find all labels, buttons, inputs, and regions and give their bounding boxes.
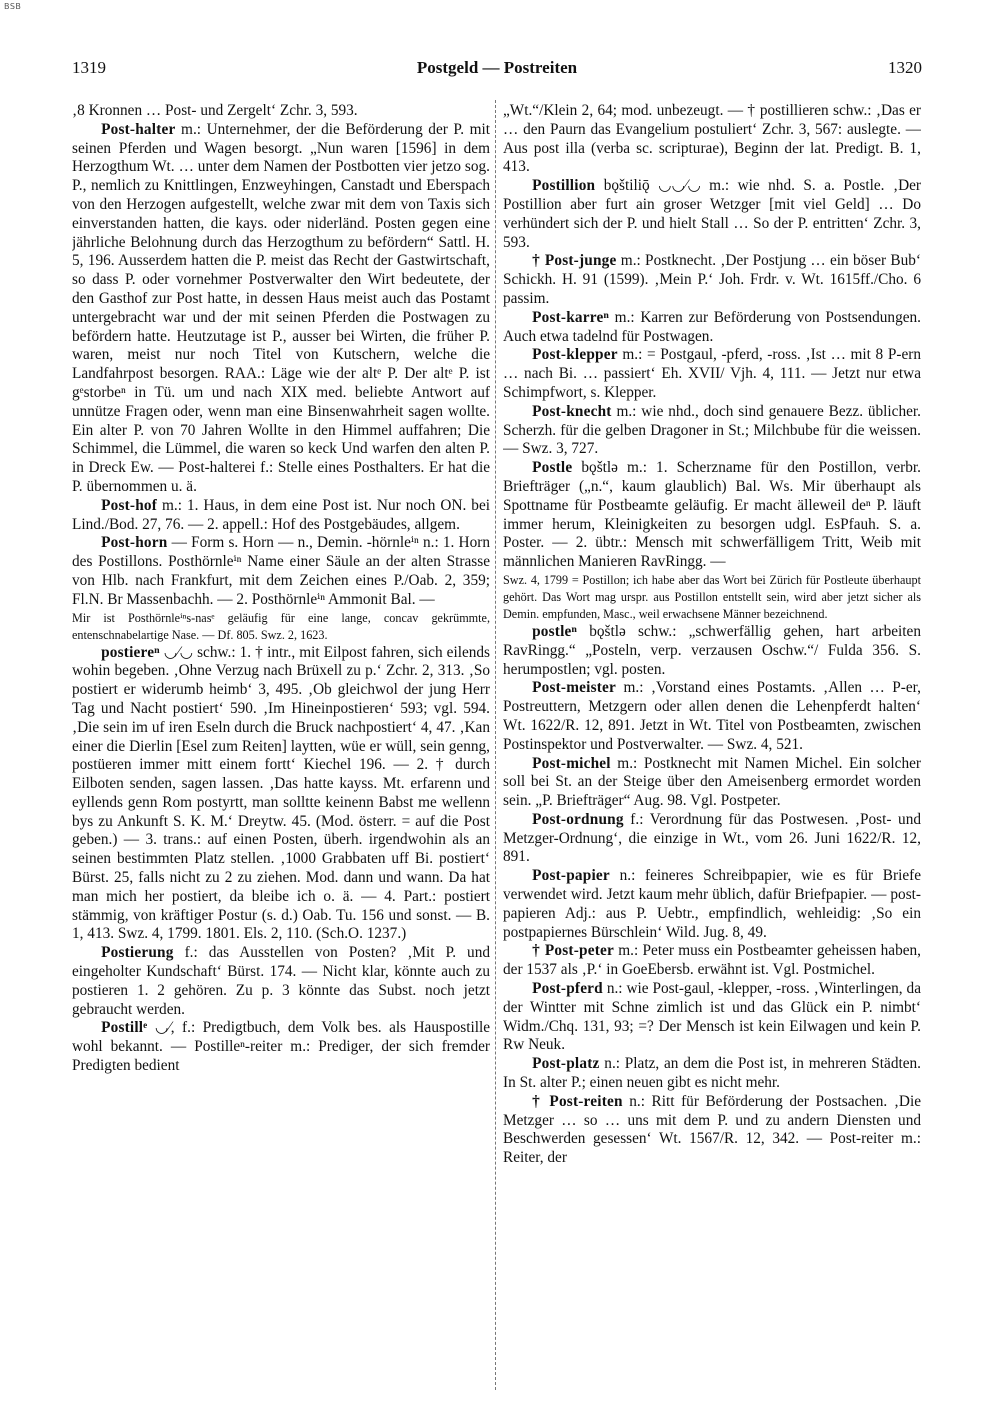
entry-text: n.: Ritt für Beförderung der Postsachen. ‚Die Metzger … so … uns mit dem P. und zu andern Diensten und Beschwerden gesessen‘ Wt. 1567/R. 12, 342. — Post-reiter m.: Reiter, der xyxy=(503,1092,921,1167)
entry-post-meister xyxy=(503,679,921,754)
entry-lemma: Postle xyxy=(532,459,573,477)
entry-text: f.: das Ausstellen von Posten? ‚Mit P. und eingeholter Kundschaft‘ Bürst. 174. — Nicht klar, könnte auch zu postieren 1. 2 gehören. Zu p. 3 könnte das Subst. noch jetzt gebraucht werden. xyxy=(72,944,490,1018)
entry-lemma: Post-hof xyxy=(101,496,158,514)
entry-text: m.: 1. Haus, in dem eine Post ist. Nur noch ON. bei Lind./Bod. 27, 76. — 2. appell.: Hof des Postgebäudes, allgem. xyxy=(72,496,490,533)
right-column xyxy=(503,102,921,1387)
entry-text: f.: Verordnung für das Postwesen. ‚Post- und Metzger-Ordnung‘, die einzige in Wt., vom 26. Juni 1622/R. 12, 891. xyxy=(503,810,921,866)
entry-lemma: † Post-peter xyxy=(532,942,614,960)
entry-post-papier xyxy=(503,867,921,942)
running-title: Postgeld — Postreiten xyxy=(416,58,578,77)
entry-post-junge xyxy=(503,252,921,308)
entry-post-reiten xyxy=(503,1093,921,1168)
entry-note: Mir ist Posthörnleⁱⁿs-nasᵉ geläufig für eine lange, concav gekrümmte, entenschnabelartige Nase. — Df. 805. Swz. 2, 1623. xyxy=(72,610,490,642)
entry-lemma: Post-klepper xyxy=(532,346,618,364)
entry-lemma: † Post-junge xyxy=(532,252,617,270)
entry-text: bǫštlə schw.: „schwerfällig gehen, hart arbeiten RavRingg.“ „Posteln, verp. verzausen Oschw.“/ Fulda 356. S. herumpostlen; vgl. posten. xyxy=(503,622,921,678)
entry-lemma: † Post-reiten xyxy=(532,1092,623,1110)
entry-postle xyxy=(503,459,921,572)
entry-lemma: Post-horn xyxy=(101,534,168,552)
entry-postlen xyxy=(503,623,921,679)
column-divider xyxy=(495,100,496,1390)
entry-lemma: Post-pferd xyxy=(532,980,603,998)
page-number-left: 1319 xyxy=(72,58,106,77)
entry-lemma: postiereⁿ xyxy=(101,643,160,661)
entry-lemma: Post-karreⁿ xyxy=(532,308,609,326)
entry-continuation: ‚8 Kronnen … Post- und Zergelt‘ Zchr. 3, 593. xyxy=(72,102,358,119)
entry-post-karren xyxy=(503,309,921,347)
entry-lemma: Post-ordnung xyxy=(532,810,624,828)
entry-post-peter xyxy=(503,942,921,980)
entry-lemma: Post-meister xyxy=(532,679,617,697)
entry-postierung xyxy=(72,944,490,1019)
entry-text: m.: ‚Vorstand eines Postamts. ‚Allen … P-er, Postreuttern, Metzgern oder allen denen die Lehenpferdt halten‘ Wt. 1622/R. 12, 891. Jetzt in Wt. Titel von Postbeamten, zwischen Postinspektor und Postverwalter. — Swz. 4, 521. xyxy=(503,679,921,753)
entry-post-knecht xyxy=(503,403,921,459)
library-stamp: BSB xyxy=(4,2,22,11)
entry-postille xyxy=(72,1019,490,1075)
page-number-right: 1320 xyxy=(888,58,922,77)
entry-postieren xyxy=(72,644,490,945)
entry-text: ◡⁄◡ schw.: 1. † intr., mit Eilpost fahren, sich eilends wohin begeben. ‚Ohne Verzug nach Brüxell zu p.‘ Zchr. 2, 313. ‚So postiert er widerumb heimb‘ 3, 495. ‚Ob gleichwol der jung Herr Tag und Nacht postiert‘ 590. ‚Im Hineinpostieren‘ 593; vgl. 594. ‚Die sein im uf iren Eseln durch die Bruck nachpostiert‘ 4, 47. ‚Kan einer die Dierlin [Esel zum Reiten] laytten, wüe er wüll, sein genng, postüeren immer mitt einem fortt‘ Kiechel 196. — 2. † durch Eilboten senden, sagen lassen. ‚Das hatte kayss. Mt. erfarenn und eyllends genn Rom postyrtt, man solltte keinenn Babst me wellenn bys zu Ankunft S. K. M.‘ Dreytw. 45. (Mod. österr. = auf die Post geben.) — 3. trans.: auf einen Posten, überh. irgendwohin als an seinen bestimmten Platz stellen. ‚1000 Grabbaten uff Bi. postiert‘ Bürst. 25, falls nicht zu 2 zu ziehen. Mod. dann und wann. Da hat man mich her postiert, da bleibe ich o. ä. — 4. Part.: postiert stämmig, von kräftiger Postur (s. d.) Oab. Tu. 156 und sonst. — B. 1, 413. Swz. 4, 1799. 1801. Els. 2, 110. (Sch.O. 1237.) xyxy=(72,643,490,943)
entry-post-platz xyxy=(503,1055,921,1093)
entry-text: m.: Peter muss ein Postbeamter geheissen haben, der 1537 als ‚P.‘ in GoeEbersb. erwähnt ist. Vgl. Postmichel. xyxy=(503,942,921,979)
entry-lemma: Post-halter xyxy=(101,120,176,138)
entry-continuation: „Wt.“/Klein 2, 64; mod. unbezeugt. — † postillieren schw.: ‚Das er … den Paurn das Evangelium postuliert‘ Zchr. 3, 567: auslegte. — Aus post illa (verba sc. scripturae), Beginn der lat. Predigt. B. 1, 413. xyxy=(503,102,921,176)
entry-text: m.: Postknecht mit Namen Michel. Ein solcher soll bei St. an der Steige über den Ameisenberg ermordet worden sein. „P. Briefträger“ Aug. 98. Vgl. Postpeter. xyxy=(503,754,921,810)
entry-lemma: Post-papier xyxy=(532,867,610,885)
entry-text: m.: Unternehmer, der die Beförderung der P. mit seinen Pferden und Wagen besorgt. „Nun waren [1596] in dem Herzogthum Wt. … unter dem Namen der Postbotten vier jetzo sog. P., nemlich zu Knittlingen, Enzweyhingen, Canstadt und Eberspach von den Herzogen aufgestellt, welche zwar mit dem von Taxis sich einverstanden hatten, die kays. oder niderländ. Posten gegen eine jährliche Belohnung durch das Herzogthum zu befördern“ Sattl. H. 5, 196. Ausserdem hatten die P. meist das Recht der Gastwirtschaft, so dass P. oder vornehmer Postverwalter den Wirt bedeutete, der den Gasthof zur Post hatte, in dessen Haus meist auch das Postamt untergebracht war und der mit seinen Pferden die Postwagen zu befördern hatte. Heutzutage ist P., ausser bei Wirten, die früher P. waren, meist nur noch Titel von Kutschern, welche die Landfahrpost besorgen. RAA.: Läge wie der altᵉ P. Der altᵉ P. ist gᵉstorbeⁿ in Tü. um und nach XIX med. beliebte Antwort auf unnütze Fragen oder, wenn man eine Binsenwahrheit sagen wollte. Ein alter P. von 70 Jahren Wollte in den Himmel auffahren; Die Schimmel, die Lümmel, die waren so keck Und warfen den alten P. in Dreck Ew. — Post-halterei f.: Stelle eines Posthalters. Er hat die P. übernommen u. ä. xyxy=(72,120,490,495)
entry-post-horn xyxy=(72,534,490,609)
entry-text: n.: Platz, an dem die Post ist, in mehreren Städten. In St. alter P.; einen neuen gibt es nicht mehr. xyxy=(503,1055,921,1092)
entry-note: Swz. 4, 1799 = Postillon; ich habe aber das Wort bei Zürich für Postleute überhaupt gehört. Das Wort mag urspr. aus Postillon entstellt sein, wird aber jetzt sicher als Demin. empfunden, Masc., weil erwachsene Männer bezeichnend. xyxy=(503,572,921,621)
entry-post-hof xyxy=(72,497,490,535)
entry-text: m.: = Postgaul, -pferd, -ross. ‚Ist … mit 8 P-ern … nach Bi. … passiert‘ Eh. XVII/ Vjh. 4, 111. — Jetzt nur etwa Schimpfwort, s. Klepper. xyxy=(503,346,921,401)
entry-text: — Form s. Horn — n., Demin. -hörnleⁱⁿ n.: 1. Horn des Postillons. Posthörnleⁱⁿ Name einer Säule an der alten Strasse von Hlb. nach Frankfurt, mit dem Zeichen eines P./Oab. 2, 359; Fl.N. Br Massenbachh. — 2. Posthörnleⁱⁿ Ammonit Bal. — xyxy=(72,534,490,608)
page-header xyxy=(72,58,922,84)
entry-post-michel xyxy=(503,755,921,811)
entry-postillion xyxy=(503,177,921,252)
entry-text: n.: wie Post-gaul, -klepper, -ross. ‚Winterlingen, da der Wintter mit Schne zimlich ist und das Glück ein P. nimbt‘ Widm./Chq. 131, 93; =? Der Mensch ist kein Eilwagen und kein P. Rw Neuk. xyxy=(503,980,921,1054)
entry-lemma: Post-platz xyxy=(532,1055,600,1073)
entry-lemma: Post-michel xyxy=(532,754,611,772)
left-column xyxy=(72,102,490,1387)
entry-lemma: Postillᵉ xyxy=(101,1019,148,1037)
entry-lemma: Postierung xyxy=(101,944,174,962)
entry-post-halter xyxy=(72,121,490,497)
entry-text: m.: Postknecht. ‚Der Postjung … ein böser Bub‘ Schickh. H. 91 (1599). ‚Mein P.‘ Joh. Frdr. v. Wt. 1615ff./Cho. 6 passim. xyxy=(503,252,921,307)
entry-lemma: postleⁿ xyxy=(532,622,578,640)
entry-text: m.: wie nhd., doch sind genauere Bezz. üblicher. Scherzh. für die gelben Dragoner in St.; Milchbube für die weissen. — Swz. 3, 727. xyxy=(503,402,921,458)
entry-post-klepper xyxy=(503,346,921,402)
entry-lemma: Postillion xyxy=(532,177,596,195)
entry-post-ordnung xyxy=(503,811,921,867)
entry-text: n.: feineres Schreibpapier, wie es für Briefe verwendet wird. Jetzt kaum mehr üblich, dafür Briefpapier. — post-papieren Adj.: aus P. Uebtr., empfindlich, wehleidig: ‚So ein postpapiernes Bürschlein‘ Wild. Jug. 8, 49. xyxy=(503,867,921,941)
entry-text: m.: Karren zur Beförderung von Postsendungen. Auch etwa tadelnd für Postwagen. xyxy=(503,308,921,345)
entry-text: bǫštlə m.: 1. Scherzname für den Postillon, verbr. Briefträger („n.“, kaum glaublich) Bal. Ws. Mir überhaupt als Spottname für Postbeamte geläufig. Er macht älleweil deⁿ P. läuft immer herum, Kleinigkeiten zu besorgen udgl. EsPfauh. S. a. Poster. — 2. übtr.: Mensch mit schwerfälligem Tritt, Weib mit männlichen Manieren RavRingg. — xyxy=(503,459,921,571)
entry-text: ◡⁄, f.: Predigtbuch, dem Volk bes. als Hauspostille wohl bekannt. — Postilleⁿ-reiter m.: Prediger, der sich fremder Predigten bedient xyxy=(72,1019,490,1075)
entry-lemma: Post-knecht xyxy=(532,402,612,420)
entry-post-pferd xyxy=(503,980,921,1055)
entry-text: bǫštiliǭ ◡◡⁄◡ m.: wie nhd. S. a. Postle. ‚Der Postillion aber furt ain groser Wetzger [mit viel Geld] … Do verhündert sich der P. und hielt Stall … So der P. entritten‘ Zchr. 3, 593. xyxy=(503,177,921,251)
